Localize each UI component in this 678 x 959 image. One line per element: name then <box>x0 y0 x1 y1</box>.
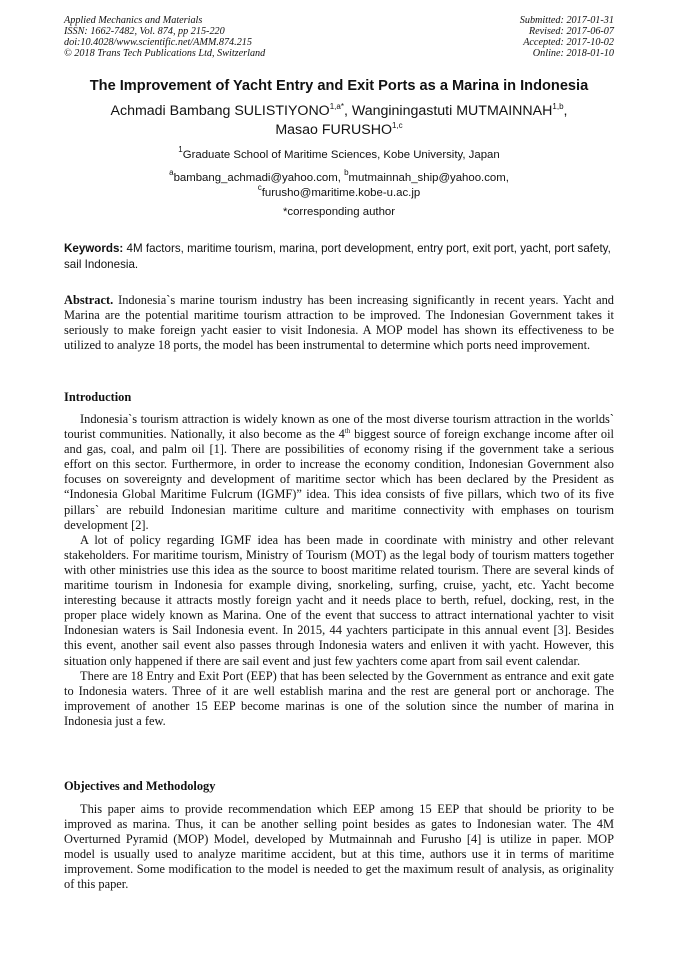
email-sup: a <box>169 168 174 177</box>
affiliation-text: Graduate School of Maritime Sciences, Kobe University, Japan <box>182 149 500 161</box>
date-online: Online: 2018-01-10 <box>532 48 614 59</box>
keywords-text: 4M factors, maritime tourism, marina, port development, entry port, exit port, yacht, port safety, sail Indonesia. <box>64 242 611 271</box>
journal-name: Applied Mechanics and Materials <box>64 15 203 26</box>
author-affil-sup: 1,c <box>392 121 403 130</box>
email-link[interactable]: furusho@maritime.kobe-u.ac.jp <box>261 187 421 199</box>
journal-doi: doi:10.4028/www.scientific.net/AMM.874.215 <box>64 37 252 48</box>
objectives-section <box>64 802 614 893</box>
author-name: Wanginingastuti MUTMAINNAH <box>351 103 553 119</box>
introduction-section <box>64 412 614 729</box>
author-list <box>40 102 638 140</box>
author-name: Masao FURUSHO <box>275 122 392 138</box>
section-heading-objectives: Objectives and Methodology <box>64 779 216 793</box>
corresponding-author-note: *corresponding author <box>282 206 396 218</box>
journal-copyright: © 2018 Trans Tech Publications Ltd, Switzerland <box>64 48 266 59</box>
keywords <box>64 241 614 272</box>
paragraph: A lot of policy regarding IGMF idea has been made in coordinate with ministry and other relevant stakeholders. For maritime tourism, Ministry of Tourism (MOT) as the legal body of tourism matters together with other ministries use this idea as the source to boost maritime related tourism. There are several kinds of maritime tourism in Indonesia for example diving, snorkeling, surfing, cruise, yacht, etc. Yacht become interesting because it attracts mostly foreign yacht and it needs place to berth, refuel, docking, rest, in the proper place widely known as Marina. One of the event that success to attract international yachter to visit Indonesian waters is Sail Indonesia event. In 2015, 44 yachters participate in this annual event [3]. Besides this event, another sail event also passes through Indonesia waters and enliven it with yacht. However, this situation only happened if there are sail event and just few yachters come apart from sail event calendar. <box>64 532 614 668</box>
journal-info <box>64 15 265 59</box>
keywords-label: Keywords: <box>64 242 124 255</box>
author-separator: , <box>343 103 352 119</box>
journal-issn: ISSN: 1662-7482, Vol. 874, pp 215-220 <box>64 26 225 37</box>
paragraph: This paper aims to provide recommendation which EEP among 15 EEP that should be priority to be improved as marina. Thus, it can be another selling point besides as gates to Indonesian water. The 4M Overturned Pyramid (MOP) Model, developed by Mutmainnah and Furusho [4] is utilize in paper. MOP model is usually used to analyze maritime accident, but at this time, authors use it in terms of maritime improvement. Some modification to the model is needed to get the maximum result of analysis, as originality of this paper. <box>64 802 614 892</box>
date-submitted: Submitted: 2017-01-31 <box>519 15 614 26</box>
email-link[interactable]: bambang_achmadi@yahoo.com, <box>173 172 341 184</box>
abstract-label: Abstract. <box>64 293 114 307</box>
date-revised: Revised: 2017-06-07 <box>528 26 614 37</box>
affiliation <box>40 145 638 161</box>
author-emails <box>40 168 638 201</box>
author-separator: , <box>563 103 568 119</box>
ordinal-sup: th <box>344 427 351 436</box>
section-heading-introduction: Introduction <box>64 390 132 404</box>
abstract <box>64 293 614 353</box>
paragraph-text: biggest source of foreign exchange income after oil and gas, coal, and palm oil [1]. There are possibilities of economy rising if the government take a serious effort on this sector. Furthermore, in order to increase the economy condition, Indonesian Government also focuses on sovereignty and development of maritime sector which has been declared by the President as “Indonesia Global Maritime Fulcrum (IGMF)” idea. This idea consists of five pillars, which two of its five pillars` are rebuild Indonesian maritime culture and maritime connectivity with emphases on tourism development [2]. <box>64 427 614 532</box>
email-sup: b <box>344 168 349 177</box>
author-affil-sup: 1,b <box>552 102 564 111</box>
author-name: Achmadi Bambang SULISTIYONO <box>110 103 330 119</box>
author-affil-sup: 1,a* <box>329 102 344 111</box>
paragraph: There are 18 Entry and Exit Port (EEP) that has been selected by the Government as entrance and exit gate to Indonesia waters. Three of it are well establish marina and the rest are general port or anchorage. The improvement of another 15 EEP become marinas is one of the solution since the number of marina in Indonesia just a few. <box>64 668 614 728</box>
paper-title: The Improvement of Yacht Entry and Exit Ports as a Marina in Indonesia <box>89 78 589 94</box>
abstract-text: Indonesia`s marine tourism industry has been increasing significantly in recent years. Yacht and Marina are the potential maritime tourism attraction to be improved. The Indonesian Government takes it seriously to make foreign yacht easier to visit Indonesia. A MOP model has shown its effectiveness to be utilized to analyze 18 ports, the model has been instrumental to determine which ports need improvement. <box>64 293 614 353</box>
email-link[interactable]: mutmainnah_ship@yahoo.com, <box>348 172 509 184</box>
submission-dates <box>520 15 614 59</box>
paragraph-text: Indonesia`s tourism attraction is widely known as one of the most diverse tourism attraction in the worlds` tourist communities. Nationally, it also become as the 4 <box>64 412 614 442</box>
email-sup: c <box>257 183 262 192</box>
date-accepted: Accepted: 2017-10-02 <box>523 37 614 48</box>
affiliation-sup: 1 <box>178 145 183 154</box>
paragraph <box>64 412 614 533</box>
